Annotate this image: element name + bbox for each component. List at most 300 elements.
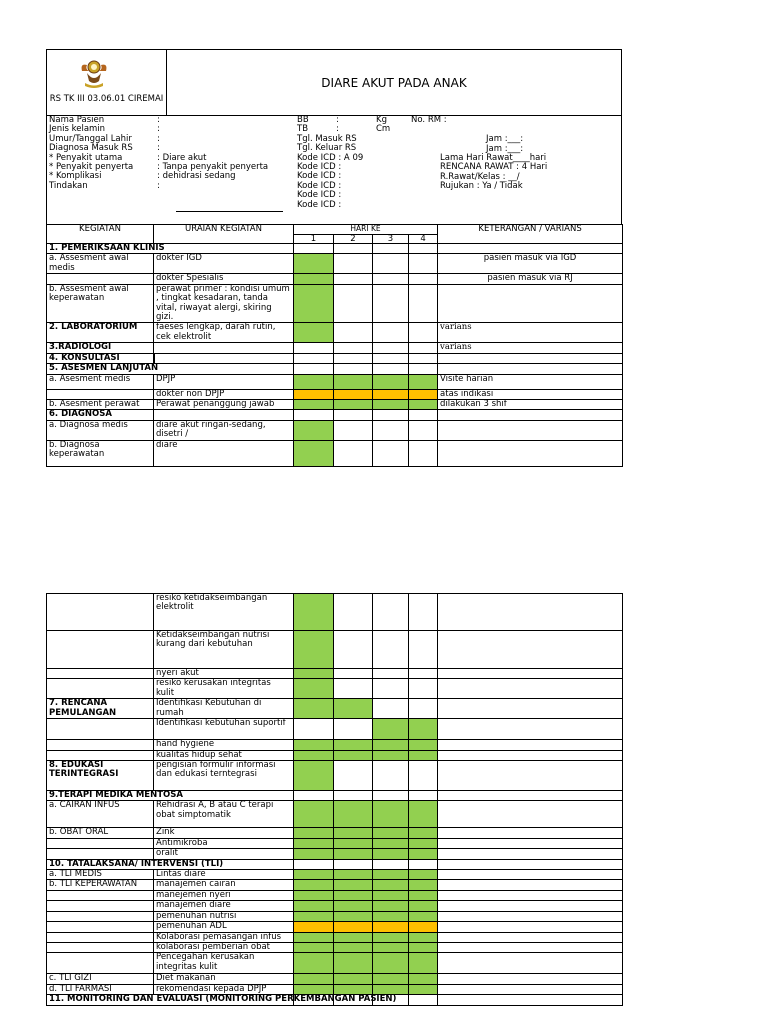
day-4-cell [409,953,438,974]
day-1-cell [294,679,334,699]
patient-field-value: : [157,124,160,135]
uraian-cell: pengisian formulir informasi dan edukasi terntegrasi [154,761,294,791]
day-2-cell [334,364,373,374]
jam-keluar: Jam :___: [486,144,524,154]
table-row [47,801,623,828]
kegiatan-cell: b. OBAT ORAL [47,828,154,838]
uraian-cell: resiko kerusakan integritas kulit [154,679,294,699]
day-3-cell [373,859,409,869]
table-row [47,400,623,410]
day-1-cell [294,389,334,399]
day-3-cell [373,750,409,760]
day-1-cell [294,901,334,911]
patient-field-value: : Diare akut [157,152,207,163]
kegiatan-cell: 2. LABORATORIUM [47,323,154,343]
kegiatan-cell: a. Diagnosa medis [47,420,154,440]
uraian-cell: diare akut ringan-sedang, disetri / [154,420,294,440]
keterangan-cell [438,761,623,791]
day-2-cell [334,389,373,399]
day-4-cell [409,750,438,760]
day-4-cell [409,669,438,679]
day-3-cell [373,679,409,699]
patient-field-label: Umur/Tanggal Lahir [49,133,132,144]
table-row [47,942,623,952]
day-1-cell [294,740,334,750]
keterangan-cell: varians [438,323,623,343]
day-2-cell [334,353,373,363]
day-1-cell [294,364,334,374]
kegiatan-cell [47,631,154,669]
table-row [47,374,623,389]
day-3-cell [373,389,409,399]
day-4-header: 4 [409,235,438,244]
day-1-cell [294,911,334,921]
day-2-cell [334,870,373,880]
day-4-cell [409,984,438,994]
day-2-cell [334,420,373,440]
day-1-cell [294,801,334,828]
day-4-cell [409,922,438,932]
day-3-cell [373,838,409,848]
signature-line [176,211,283,212]
keterangan-cell [438,679,623,699]
admission-field-label: Kode ICD : A 09 [297,152,364,163]
table-row [47,838,623,848]
day-3-cell [373,801,409,828]
measure-unit: Cm [376,124,391,135]
uraian-cell [154,343,294,353]
day-2-cell [334,974,373,984]
day-2-cell [334,791,373,801]
kegiatan-cell: 10. TATALAKSANA/ INTERVENSI (TLI) [47,859,294,869]
day-1-cell [294,890,334,900]
day-3-cell [373,901,409,911]
kegiatan-cell [47,953,154,974]
day-3-cell [373,410,409,420]
table-row [47,254,623,274]
day-1-cell [294,669,334,679]
day-1-cell [294,420,334,440]
patient-field-value: : [157,180,160,191]
uraian-cell: Zink [154,828,294,838]
uraian-cell: manajemen diare [154,901,294,911]
table-row [47,364,623,374]
table-row [47,679,623,699]
day-2-cell [334,400,373,410]
day-3-cell [373,274,409,284]
keterangan-cell [438,859,623,869]
day-4-cell [409,631,438,669]
day-4-cell [409,420,438,440]
day-3-cell [373,343,409,353]
keterangan-cell [438,244,623,254]
day-2-cell [334,828,373,838]
patient-values [157,116,268,191]
form-header [46,49,622,116]
kegiatan-cell [47,890,154,900]
keterangan-cell [438,669,623,679]
kegiatan-cell [47,849,154,859]
uraian-cell: pemenuhan ADL [154,922,294,932]
uraian-cell: Antimikroba [154,838,294,848]
day-1-cell [294,870,334,880]
hari-ke-header: HARI KE [294,225,438,235]
table-row [47,901,623,911]
kegiatan-cell: 4. KONSULTASI [47,353,154,363]
uraian-cell: Rehidrasi A, B atau C terapi obat simptomatik [154,801,294,828]
day-3-cell [373,761,409,791]
keterangan-cell [438,594,623,631]
kegiatan-cell: a. TLI MEDIS [47,870,154,880]
day-1-cell [294,828,334,838]
day-4-cell [409,699,438,719]
day-2-header: 2 [334,235,373,244]
day-3-cell [373,828,409,838]
table-row [47,922,623,932]
day-2-cell [334,984,373,994]
keterangan-cell [438,750,623,760]
day-4-cell [409,323,438,343]
kegiatan-cell [47,911,154,921]
uraian-cell: dokter Spesialis [154,274,294,284]
day-1-cell [294,953,334,974]
day-1-cell [294,849,334,859]
kegiatan-cell [47,942,154,952]
day-1-cell [294,343,334,353]
day-2-cell [334,838,373,848]
table-row [47,719,623,740]
table-row [47,420,623,440]
table-row [47,410,623,420]
patient-field-label: * Penyakit penyerta [49,162,134,173]
day-1-cell [294,922,334,932]
day-4-cell [409,254,438,274]
day-3-cell [373,911,409,921]
day-2-cell [334,880,373,890]
kegiatan-cell [47,389,154,399]
day-4-cell [409,801,438,828]
day-4-cell [409,942,438,952]
kegiatan-cell [47,838,154,848]
kegiatan-cell [47,901,154,911]
day-3-cell [373,374,409,389]
patient-field-label: Nama Pasien [49,115,105,125]
day-2-cell [334,911,373,921]
kegiatan-cell: 5. ASESMEN LANJUTAN [47,364,294,374]
keterangan-cell [438,631,623,669]
patient-info-section [46,116,622,224]
keterangan-cell: pasien masuk via RJ [438,274,623,284]
keterangan-cell: pasien masuk via IGD [438,254,623,274]
table-row [47,828,623,838]
day-4-cell [409,974,438,984]
admission-field-label: Kode ICD : [297,190,342,201]
day-3-cell [373,400,409,410]
kegiatan-cell: a. Asesment medis [47,374,154,389]
uraian-cell: Diet makanan [154,974,294,984]
day-2-cell [334,440,373,466]
keterangan-cell [438,870,623,880]
admission-labels [297,116,363,210]
keterangan-cell: dilakukan 3 shif [438,400,623,410]
day-2-cell [334,374,373,389]
keterangan-cell [438,974,623,984]
day-4-cell [409,761,438,791]
day-3-cell [373,364,409,374]
day-1-cell [294,594,334,631]
day-2-cell [334,942,373,952]
kegiatan-cell [47,274,154,284]
table-row [47,440,623,466]
keterangan-cell [438,410,623,420]
patient-field-value: : [157,143,160,154]
day-3-cell [373,323,409,343]
day-2-cell [334,669,373,679]
day-3-cell [373,849,409,859]
day-4-cell [409,791,438,801]
table-row [47,284,623,323]
day-2-cell [334,750,373,760]
patient-field-label: Tindakan [49,180,88,191]
uraian-cell: hand hygiene [154,740,294,750]
patient-field-label: Diagnosa Masuk RS [49,143,133,154]
day-3-cell [373,922,409,932]
day-2-cell [334,699,373,719]
kegiatan-cell: 6. DIAGNOSA [47,410,154,420]
table-row [47,911,623,921]
day-1-header: 1 [294,235,334,244]
patient-field-value: : [157,133,160,144]
day-1-cell [294,244,334,254]
keterangan-cell [438,420,623,440]
day-1-cell [294,410,334,420]
day-1-cell [294,859,334,869]
day-3-cell [373,932,409,942]
no-rm: No. RM : [411,115,447,125]
day-3-cell [373,284,409,323]
kegiatan-cell: c. TLI GIZI [47,974,154,984]
uraian-header: URAIAN KEGIATAN [154,225,294,244]
day-4-cell [409,838,438,848]
uraian-cell: kualitas hidup sehat [154,750,294,760]
kegiatan-cell: d. TLI FARMASI [47,984,154,994]
day-2-cell [334,323,373,343]
day-2-cell [334,932,373,942]
day-3-cell [373,890,409,900]
uraian-cell: dokter non DPJP [154,389,294,399]
keterangan-cell [438,801,623,828]
day-3-cell [373,740,409,750]
keterangan-cell [438,440,623,466]
day-2-cell [334,594,373,631]
keterangan-cell [438,719,623,740]
day-1-cell [294,699,334,719]
day-3-cell [373,244,409,254]
keterangan-cell [438,849,623,859]
table-row [47,870,623,880]
day-4-cell [409,890,438,900]
kegiatan-cell [47,594,154,631]
uraian-cell [154,353,294,363]
day-2-cell [334,859,373,869]
table-row [47,594,623,631]
uraian-cell: pemenuhan nutrisi [154,911,294,921]
day-2-cell [334,801,373,828]
day-4-cell [409,284,438,323]
patient-field-label: Jenis kelamin [49,124,106,135]
table-row [47,669,623,679]
table-row [47,343,623,353]
day-1-cell [294,984,334,994]
keterangan-cell [438,828,623,838]
uraian-cell: resiko ketidakseimbangan elektrolit [154,594,294,631]
admission-field-value: : [336,124,339,135]
day-4-cell [409,849,438,859]
keterangan-cell [438,932,623,942]
uraian-cell: Pencegahan kerusakan integritas kulit [154,953,294,974]
keterangan-cell [438,880,623,890]
measure-units [376,116,390,135]
day-1-cell [294,761,334,791]
day-3-cell [373,594,409,631]
day-4-cell [409,828,438,838]
table-row [47,750,623,760]
day-2-cell [334,631,373,669]
day-4-cell [409,374,438,389]
day-1-cell [294,974,334,984]
day-3-cell [373,870,409,880]
day-1-cell [294,400,334,410]
day-4-cell [409,440,438,466]
day-1-cell [294,932,334,942]
kegiatan-cell: a. Assesment awal medis [47,254,154,274]
rencana-rawat: RENCANA RAWAT : 4 Hari [440,162,548,172]
day-4-cell [409,679,438,699]
kegiatan-cell: a. CAIRAN INFUS [47,801,154,828]
keterangan-cell: Visite harian [438,374,623,389]
kegiatan-cell: b. Diagnosa keperawatan [47,440,154,466]
day-3-cell [373,791,409,801]
table-row [47,995,623,1005]
day-3-cell [373,699,409,719]
kegiatan-cell: b. Assesment awal keperawatan [47,284,154,323]
keterangan-cell: varians [438,343,623,353]
table-row [47,974,623,984]
day-3-cell [373,631,409,669]
kegiatan-cell [47,679,154,699]
kegiatan-cell: 8. EDUKASI TERINTEGRASI [47,761,154,791]
admission-field-label: TB [297,124,309,135]
day-1-cell [294,719,334,740]
day-4-cell [409,719,438,740]
uraian-cell: diare [154,440,294,466]
ruang-rawat-kelas: R.Rawat/Kelas : __/ [440,172,520,182]
day-1-cell [294,323,334,343]
patient-field-label: * Penyakit utama [49,152,123,163]
hospital-name: RS TK III 03.06.01 CIREMAI [49,94,164,104]
table-row [47,761,623,791]
patient-field-value: : dehidrasi sedang [157,171,236,182]
admission-field-label: Kode ICD : [297,180,342,191]
uraian-cell [154,410,294,420]
day-4-cell [409,400,438,410]
admission-values [336,116,339,135]
table-row [47,274,623,284]
day-2-cell [334,343,373,353]
kegiatan-cell [47,750,154,760]
day-4-cell [409,594,438,631]
day-1-cell [294,440,334,466]
keterangan-cell [438,284,623,323]
table-row [47,699,623,719]
table-row [47,244,623,254]
day-2-cell [334,761,373,791]
table-row [47,631,623,669]
day-3-cell [373,953,409,974]
keterangan-header: KETERANGAN / VARIANS [438,225,623,244]
uraian-cell: nyeri akut [154,669,294,679]
day-4-cell [409,364,438,374]
table-row [47,323,623,343]
kegiatan-cell: 3.RADIOLOGI [47,343,154,353]
keterangan-cell [438,890,623,900]
measure-unit: Kg [376,115,387,125]
keterangan-cell [438,364,623,374]
keterangan-cell [438,995,623,1005]
day-2-cell [334,410,373,420]
day-3-cell [373,974,409,984]
day-4-cell [409,859,438,869]
day-4-cell [409,880,438,890]
table-row [47,859,623,869]
keterangan-cell [438,942,623,952]
day-4-cell [409,901,438,911]
day-2-cell [334,679,373,699]
day-2-cell [334,254,373,274]
clinical-pathway-table-top [46,224,622,467]
day-1-cell [294,284,334,323]
logo-box [47,50,167,116]
uraian-cell: rekomendasi kepada DPJP [154,984,294,994]
keterangan-cell: atas indikasi [438,389,623,399]
day-4-cell [409,740,438,750]
table-row [47,389,623,399]
day-2-cell [334,901,373,911]
table-row [47,791,623,801]
day-1-cell [294,838,334,848]
kegiatan-header: KEGIATAN [47,225,154,244]
day-1-cell [294,353,334,363]
day-1-cell [294,791,334,801]
day-1-cell [294,254,334,274]
uraian-cell: dokter IGD [154,254,294,274]
uraian-cell: Lintas diare [154,870,294,880]
admission-field-label: Kode ICD : [297,162,342,173]
uraian-cell: Perawat penanggung jawab [154,400,294,410]
admission-field-label: BB [297,115,309,125]
uraian-cell: oralit [154,849,294,859]
day-3-header: 3 [373,235,409,244]
kegiatan-cell [47,740,154,750]
kegiatan-cell [47,719,154,740]
patient-labels [49,116,133,191]
keterangan-cell [438,953,623,974]
patient-field-value: : Tanpa penyakit penyerta [157,162,269,173]
day-3-cell [373,254,409,274]
uraian-cell: DPJP [154,374,294,389]
keterangan-cell [438,353,623,363]
lama-hari-rawat: Lama Hari Rawat____hari [440,153,547,163]
